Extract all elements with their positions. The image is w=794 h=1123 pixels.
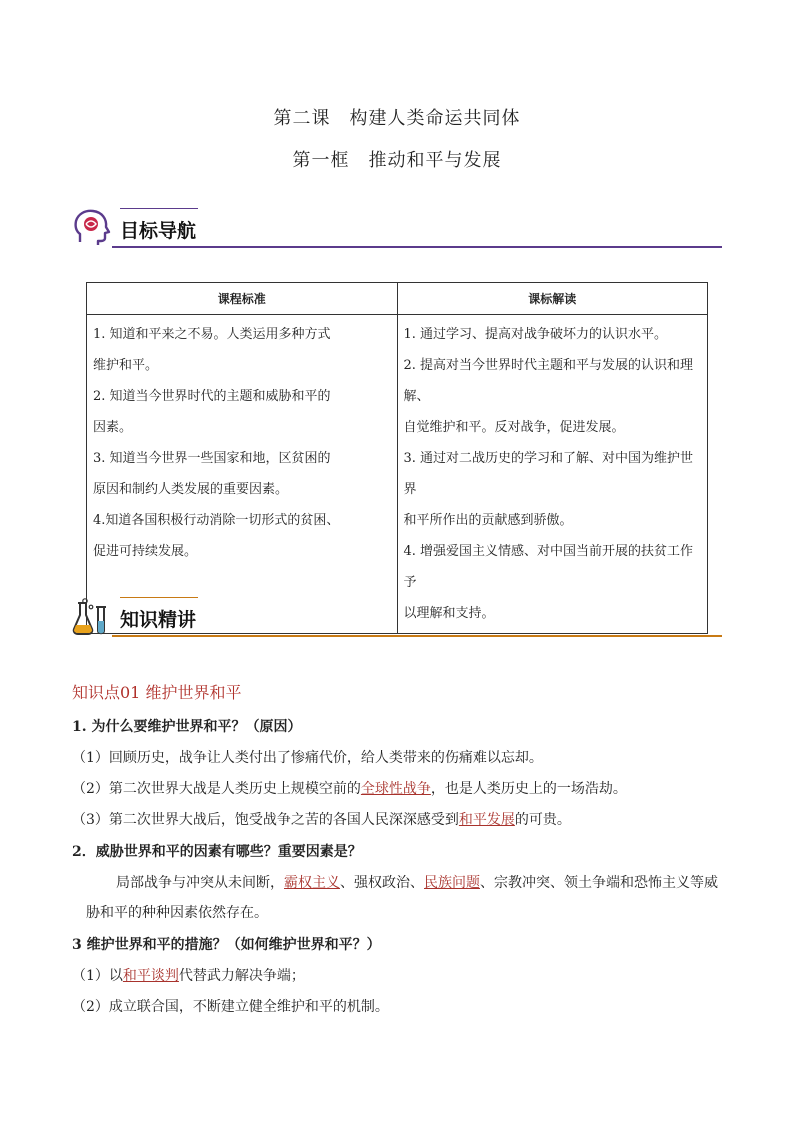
table-line: 3. 通过对二战历史的学习和了解、对中国为维护世界 — [403, 451, 694, 497]
answer-text: 局部战争与冲突从未间断， — [116, 875, 284, 891]
question-2: 2．威胁世界和平的因素有哪些？重要因素是？ — [72, 844, 362, 860]
table-line: 自觉维护和平。反对战争，促进发展。 — [403, 420, 625, 435]
section-title-knowledge: 知识精讲 — [120, 609, 197, 631]
answer-text: （2）第二次世界大战是人类历史上规模空前的 — [72, 781, 361, 797]
curriculum-table — [86, 282, 708, 634]
answer-2-continued: 胁和平的种种因素依然存在。 — [86, 905, 268, 921]
answer-3-1 — [72, 966, 722, 986]
lesson-title: 第二课 构建人类命运共同体 — [273, 108, 521, 129]
answer-text: （1）以 — [72, 968, 123, 984]
table-line: 1. 知道和平来之不易。人类运用多种方式 — [93, 327, 331, 342]
section-header-goal — [72, 208, 722, 250]
keyword-highlight: 和平发展 — [458, 812, 515, 828]
table-line: 原因和制约人类发展的重要因素。 — [93, 482, 289, 497]
answer-text: ，也是人类历史上的一场浩劫。 — [430, 781, 627, 797]
table-line: 维护和平。 — [93, 358, 159, 373]
keyword-highlight: 全球性战争 — [360, 781, 431, 797]
question-1: 1. 为什么要维护世界和平？（原因） — [72, 719, 302, 735]
subsection-title: 第一框 推动和平与发展 — [292, 150, 502, 171]
knowledge-point-title: 知识点01 维护世界和平 — [72, 683, 242, 702]
answer-text: 代替武力解决争端； — [178, 968, 305, 984]
answer-1-1: （1）回顾历史，战争让人类付出了惨痛代价，给人类带来的伤痛难以忘却。 — [72, 750, 543, 766]
section-divider — [112, 246, 722, 248]
answer-text: 的可贵。 — [514, 812, 571, 828]
table-cell-interpretation — [397, 315, 708, 634]
table-line: 3. 知道当今世界一些国家和地，区贫困的 — [93, 451, 331, 466]
keyword-highlight: 民族问题 — [424, 875, 480, 891]
table-cell-standard — [87, 315, 398, 634]
keyword-highlight: 霸权主义 — [284, 875, 340, 891]
answer-1-3 — [72, 810, 722, 830]
table-line: 4. 增强爱国主义情感、对中国当前开展的扶贫工作予 — [403, 544, 694, 590]
head-brain-icon — [72, 208, 112, 248]
answer-text: （3）第二次世界大战后，饱受战争之苦的各国人民深深感受到 — [72, 812, 459, 828]
table-line: 4.知道各国积极行动消除一切形式的贫困、 — [93, 513, 340, 528]
section-divider — [112, 635, 722, 637]
table-line: 促进可持续发展。 — [93, 544, 198, 559]
answer-text: 、宗教冲突、领土争端和恐怖主义等威 — [480, 875, 718, 891]
table-row — [87, 315, 708, 634]
answer-1-2 — [72, 779, 722, 799]
answer-3-2: （2）成立联合国，不断建立健全维护和平的机制。 — [72, 999, 389, 1015]
header-accent-line — [120, 208, 198, 209]
table-line: 2. 知道当今世界时代的主题和威胁和平的 — [93, 389, 331, 404]
table-header-interpretation: 课标解读 — [397, 283, 708, 315]
header-accent-line — [120, 597, 198, 598]
table-line: 和平所作出的贡献感到骄傲。 — [403, 513, 573, 528]
table-line: 2. 提高对当今世界时代主题和平与发展的认识和理解、 — [403, 358, 694, 404]
question-3: 3 维护世界和平的措施？（如何维护世界和平？） — [72, 937, 381, 953]
answer-text: 、强权政治、 — [340, 875, 424, 891]
table-header-standard: 课程标准 — [87, 283, 398, 315]
section-header-knowledge — [72, 597, 722, 639]
table-line: 1. 通过学习、提高对战争破坏力的认识水平。 — [403, 327, 668, 342]
lab-flask-icon — [72, 597, 112, 637]
table-header-row — [87, 283, 708, 315]
answer-2 — [72, 873, 722, 893]
keyword-highlight: 和平谈判 — [122, 968, 179, 984]
table-line: 以理解和支持。 — [403, 606, 495, 621]
table-line: 因素。 — [93, 420, 133, 435]
section-title-goal: 目标导航 — [120, 220, 197, 242]
